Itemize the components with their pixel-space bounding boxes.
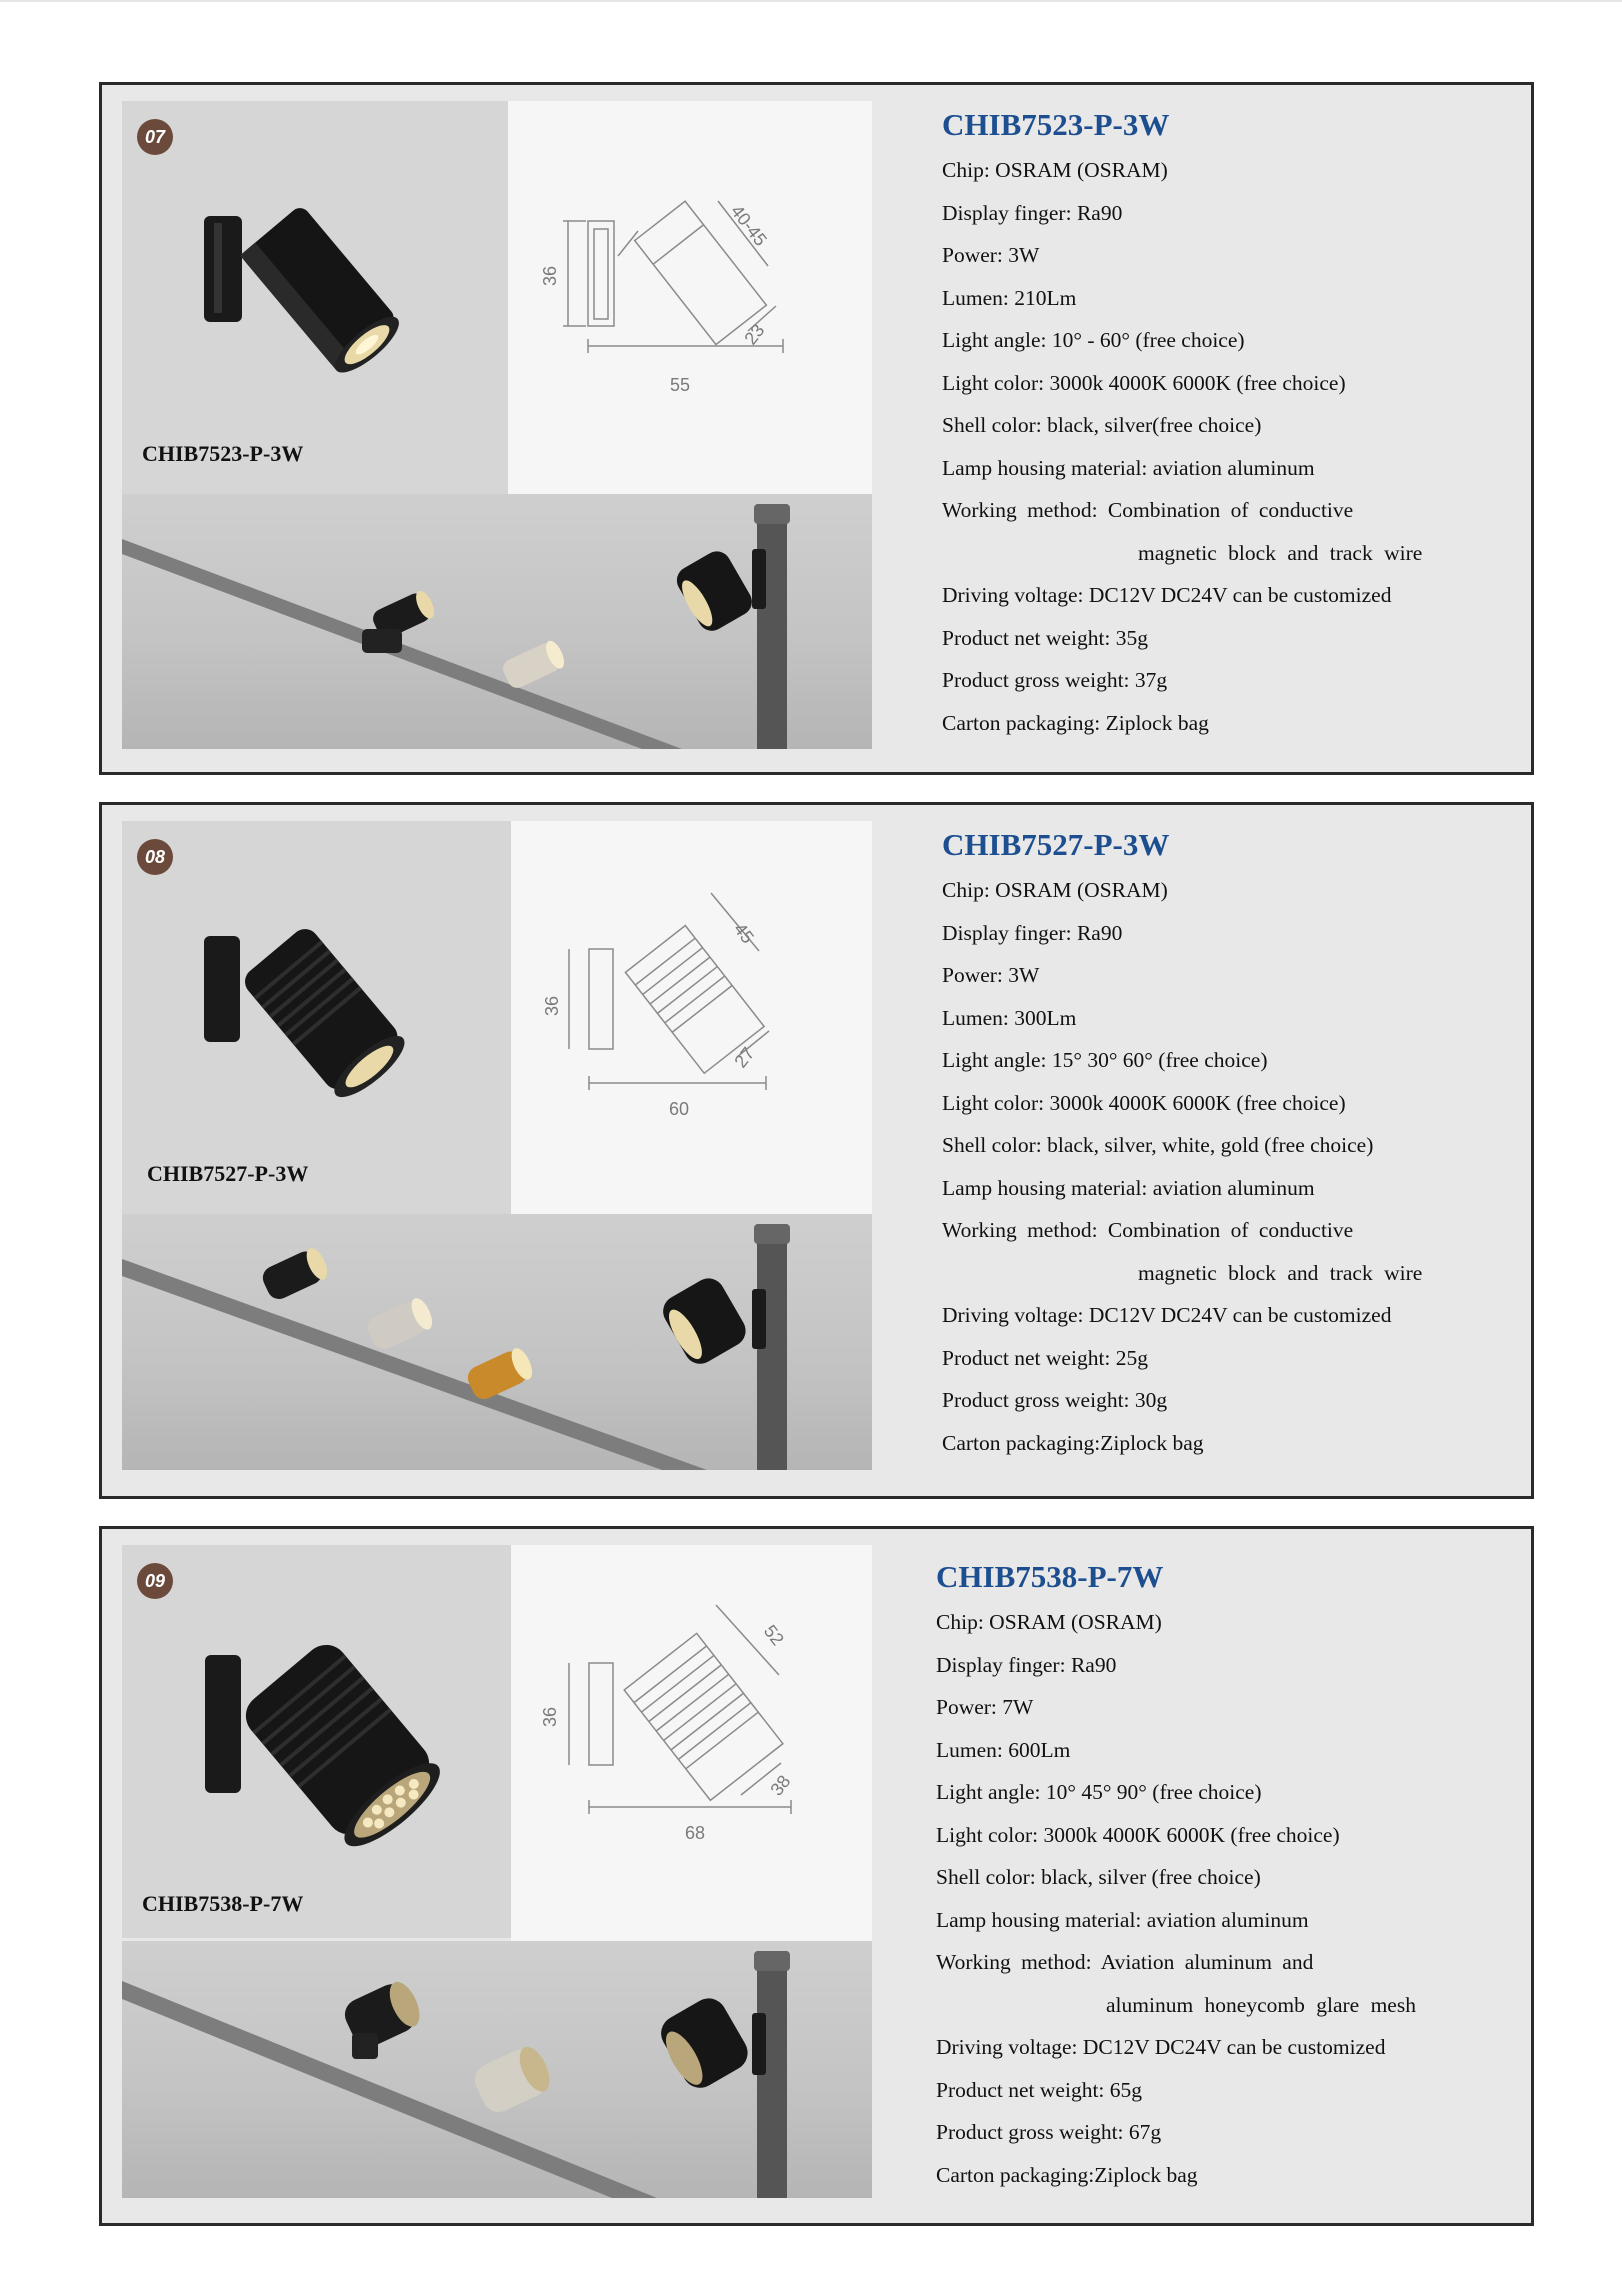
spec-line: Light angle: 10° 45° 90° (free choice) — [936, 1780, 1262, 1804]
spec-line: Lumen: 300Lm — [942, 1005, 1077, 1030]
spec-panel — [942, 827, 1502, 1464]
spec-line: Light color: 3000k 4000K 6000K (free choice) — [936, 1822, 1340, 1847]
spec-line: Display finger: Ra90 — [942, 200, 1123, 225]
spec-line: Display finger: Ra90 — [936, 1652, 1117, 1677]
dimension-drawing — [511, 821, 872, 1214]
product-caption: CHIB7538-P-7W — [142, 1891, 304, 1916]
spec-line: Lumen: 210Lm — [942, 285, 1077, 310]
spec-working-method — [942, 1209, 1502, 1294]
spec-line: Power: 3W — [942, 243, 1040, 267]
spec-line: Lamp housing material: aviation aluminum — [942, 455, 1315, 480]
spotlight-illustration — [122, 821, 511, 1214]
page-top-rule — [0, 0, 1622, 2]
dimension-length: 40-45 — [726, 201, 771, 250]
product-shot — [122, 101, 508, 494]
track-scene-image — [122, 494, 872, 749]
product-card-08 — [99, 802, 1534, 1499]
dimension-drawing — [511, 1545, 872, 1941]
dimension-diameter: 27 — [730, 1043, 759, 1072]
spec-line: Carton packaging:Ziplock bag — [936, 2162, 1198, 2187]
spec-line: Light color: 3000k 4000K 6000K (free choice) — [942, 370, 1346, 395]
product-caption: CHIB7523-P-3W — [142, 441, 304, 466]
spec-line: Lumen: 600Lm — [936, 1737, 1071, 1762]
dimension-height: 36 — [542, 995, 562, 1016]
product-caption: CHIB7527-P-3W — [147, 1161, 309, 1186]
spotlight-illustration — [122, 1545, 511, 1938]
product-shot — [122, 821, 511, 1214]
spec-line: Shell color: black, silver, white, gold (free choice) — [942, 1133, 1374, 1157]
track-scene-illustration — [122, 1214, 872, 1470]
spec-line: Product gross weight: 37g — [942, 668, 1168, 692]
spec-line: Shell color: black, silver(free choice) — [942, 413, 1262, 437]
track-scene-illustration — [122, 1941, 872, 2198]
working-method-line-1: Working method: Combination of conductive — [942, 1218, 1354, 1242]
dimension-width: 55 — [670, 375, 691, 395]
spec-line: Product net weight: 65g — [936, 2077, 1143, 2102]
spec-working-method — [942, 489, 1502, 574]
product-title: CHIB7538-P-7W — [936, 1559, 1164, 1594]
spec-line: Chip: OSRAM (OSRAM) — [942, 158, 1168, 182]
dimension-diagram — [508, 101, 872, 494]
working-method-line-2: magnetic block and track wire — [1138, 540, 1423, 565]
dimension-height: 36 — [540, 1706, 560, 1727]
dimension-diagram — [511, 821, 872, 1214]
product-number-badge: 07 — [137, 119, 173, 155]
spec-line: Light color: 3000k 4000K 6000K (free choice) — [942, 1090, 1346, 1115]
spec-line: Carton packaging:Ziplock bag — [942, 1430, 1204, 1455]
spec-line: Chip: OSRAM (OSRAM) — [942, 878, 1168, 902]
product-title: CHIB7523-P-3W — [942, 107, 1170, 142]
dimension-length: 52 — [759, 1621, 788, 1650]
spec-line: Lamp housing material: aviation aluminum — [936, 1907, 1309, 1932]
spec-line: Shell color: black, silver (free choice) — [936, 1865, 1261, 1889]
spec-line: Carton packaging: Ziplock bag — [942, 710, 1209, 735]
spec-working-method — [936, 1941, 1496, 2026]
spec-line: Light angle: 10° - 60° (free choice) — [942, 328, 1245, 352]
spotlight-illustration — [122, 101, 508, 494]
working-method-line-1: Working method: Combination of conductive — [942, 498, 1354, 522]
spec-line: Product net weight: 35g — [942, 625, 1149, 650]
spec-line: Driving voltage: DC12V DC24V can be customized — [942, 1303, 1392, 1327]
track-scene-image — [122, 1941, 872, 2198]
dimension-diameter: 23 — [740, 320, 769, 349]
dimension-width: 60 — [669, 1099, 690, 1119]
spec-line: Product net weight: 25g — [942, 1345, 1149, 1370]
working-method-line-2: aluminum honeycomb glare mesh — [1106, 1992, 1416, 2017]
dimension-diagram — [511, 1545, 872, 1941]
spec-line: Driving voltage: DC12V DC24V can be customized — [936, 2035, 1386, 2059]
product-title: CHIB7527-P-3W — [942, 827, 1170, 862]
spec-line: Product gross weight: 30g — [942, 1388, 1168, 1412]
dimension-drawing — [508, 101, 872, 494]
dimension-diameter: 38 — [766, 1771, 795, 1800]
spec-panel — [936, 1559, 1496, 2196]
spec-line: Power: 7W — [936, 1695, 1034, 1719]
spec-line: Light angle: 15° 30° 60° (free choice) — [942, 1048, 1268, 1072]
spec-line: Driving voltage: DC12V DC24V can be customized — [942, 583, 1392, 607]
spec-line: Chip: OSRAM (OSRAM) — [936, 1610, 1162, 1634]
track-scene-image — [122, 1214, 872, 1470]
working-method-line-1: Working method: Aviation aluminum and — [936, 1950, 1314, 1974]
product-number-badge: 08 — [137, 839, 173, 875]
spec-line: Lamp housing material: aviation aluminum — [942, 1175, 1315, 1200]
product-shot — [122, 1545, 511, 1938]
product-card-07 — [99, 82, 1534, 775]
dimension-length: 45 — [729, 919, 758, 948]
working-method-line-2: magnetic block and track wire — [1138, 1260, 1423, 1285]
spec-line: Product gross weight: 67g — [936, 2120, 1162, 2144]
dimension-height: 36 — [540, 265, 560, 286]
product-card-09 — [99, 1526, 1534, 2226]
spec-line: Display finger: Ra90 — [942, 920, 1123, 945]
track-scene-illustration — [122, 494, 872, 749]
product-number-badge: 09 — [137, 1563, 173, 1599]
spec-line: Power: 3W — [942, 963, 1040, 987]
dimension-width: 68 — [685, 1823, 706, 1843]
spec-panel — [942, 107, 1502, 744]
